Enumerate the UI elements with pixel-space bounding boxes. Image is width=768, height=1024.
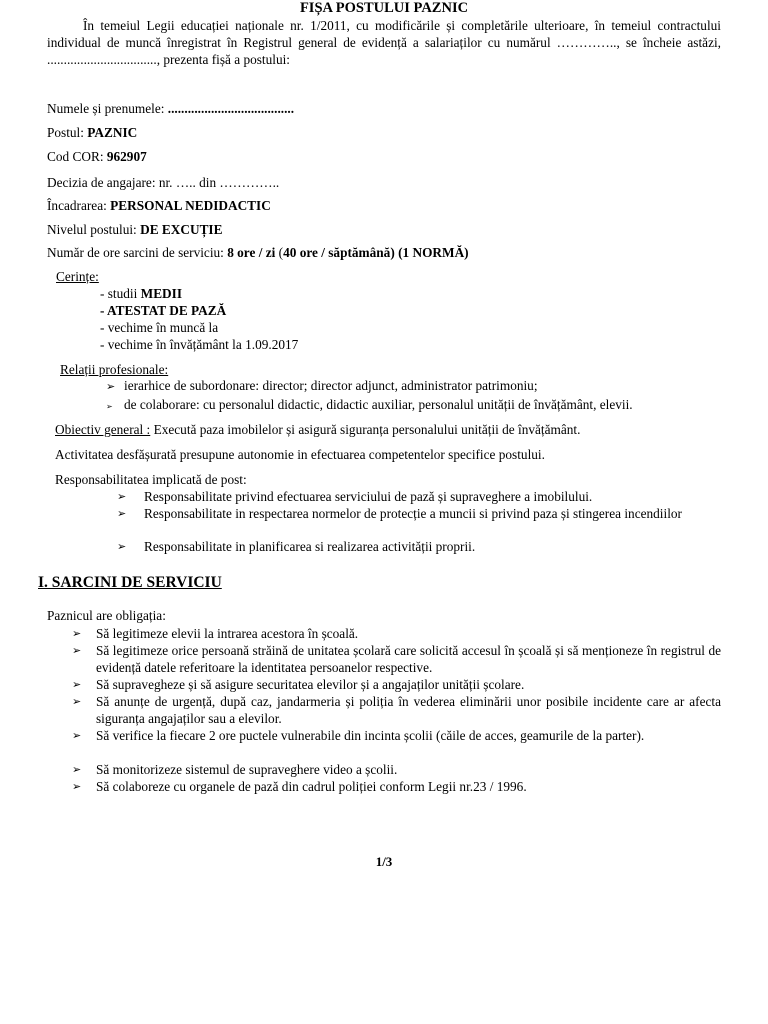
- field-value: DE EXCUȚIE: [140, 222, 223, 237]
- arrow-bullet-icon: ➢: [106, 380, 116, 393]
- responsabilitate-item: [117, 488, 721, 505]
- sarcini-item: [72, 642, 721, 676]
- field-value: 962907: [106, 149, 147, 164]
- cerinte-atestat: - ATESTAT DE PAZĂ: [100, 303, 227, 318]
- arrow-bullet-icon: ➢: [117, 490, 127, 503]
- sarcini-text: Să supravegheze și să asigure securitatea elevilor și a angajaților unității școlare.: [96, 677, 525, 692]
- relatii-heading: Relații profesionale:: [60, 362, 169, 377]
- sarcini-item: [72, 778, 721, 795]
- obiectiv-text: Execută paza imobilelor și asigură siguranța personalului unității de învățământ.: [153, 422, 581, 437]
- arrow-bullet-icon: ➢: [72, 644, 82, 657]
- responsabilitate-text: Responsabilitate in planificarea si realizarea activității proprii.: [144, 539, 476, 554]
- field-cod-cor: [47, 148, 147, 165]
- field-label: Nivelul postului:: [47, 222, 137, 237]
- field-ore: [47, 244, 469, 261]
- sarcini-text: Să monitorizeze sistemul de supraveghere video a școlii.: [96, 762, 398, 777]
- sarcini-text: Să anunțe de urgență, după caz, jandarmeria și poliția în vederea eliminării unor posibile incidente care ar afecta siguranța angajaților sau a elevilor.: [96, 694, 721, 726]
- arrow-bullet-icon: ➢: [72, 763, 82, 776]
- arrow-bullet-icon: ➢: [72, 695, 82, 708]
- cerinte-heading: Cerințe:: [56, 269, 99, 284]
- field-decizia: Decizia de angajare: nr. ….. din …………..: [47, 175, 280, 190]
- field-nume: [47, 100, 294, 117]
- sarcini-text: Să verifice la fiecare 2 ore puctele vulnerabile din incinta școlii (căile de acces, geamurile de la parter).: [96, 728, 645, 743]
- responsabilitate-item: [117, 505, 721, 522]
- field-value: 8 ore / zi: [227, 245, 276, 260]
- sarcini-item: [72, 625, 721, 642]
- arrow-bullet-icon: ➢: [72, 627, 82, 640]
- field-value-paren: (: [278, 245, 284, 260]
- responsabilitate-heading: Responsabilitatea implicată de post:: [55, 472, 247, 487]
- arrow-bullet-icon: ➢: [106, 402, 113, 411]
- sarcini-text: Să colaboreze cu organele de pază din cadrul poliției conform Legii nr.23 / 1996.: [96, 779, 527, 794]
- document-title: FIȘA POSTULUI PAZNIC: [299, 0, 469, 16]
- cerinte-value: MEDII: [140, 286, 183, 301]
- field-label: Numele și prenumele:: [47, 101, 165, 116]
- field-value: ......................................: [167, 101, 295, 116]
- cerinte-label: - studii: [100, 286, 138, 301]
- field-nivelul: [47, 221, 222, 238]
- sarcini-item: [72, 727, 721, 744]
- relatii-ierarhice: [106, 377, 538, 395]
- arrow-bullet-icon: ➢: [72, 780, 82, 793]
- field-value: PAZNIC: [87, 125, 138, 140]
- responsabilitate-item: [117, 538, 721, 555]
- cerinte-vechime-munca: - vechime în muncă la: [100, 320, 219, 335]
- cerinte-studii: [100, 285, 182, 302]
- arrow-bullet-icon: ➢: [117, 540, 127, 553]
- relatii-text: de colaborare: cu personalul didactic, didactic auxiliar, personalul unității de învățământ, elevii.: [124, 397, 633, 412]
- field-value: 40 ore / săptămână) (1 NORMĂ): [283, 245, 469, 260]
- page-number: 1/3: [375, 854, 393, 869]
- activitatea-text: Activitatea desfășurată presupune autonomie in efectuarea competentelor specifice postului.: [55, 447, 545, 462]
- responsabilitate-text: Responsabilitate privind efectuarea serviciului de pază și supraveghere a imobilului.: [144, 489, 593, 504]
- arrow-bullet-icon: ➢: [72, 729, 82, 742]
- section-heading-sarcini: I. SARCINI DE SERVICIU: [38, 574, 222, 591]
- arrow-bullet-icon: ➢: [117, 507, 127, 520]
- sarcini-text: Să legitimeze elevii la intrarea acestora în școală.: [96, 626, 359, 641]
- field-label: Încadrarea:: [47, 198, 107, 213]
- cerinte-vechime-invatamant: - vechime în învățământ la 1.09.2017: [100, 337, 299, 352]
- field-incadrarea: [47, 197, 271, 214]
- intro-paragraph: [47, 17, 721, 68]
- obiectiv-general: [55, 421, 580, 438]
- sarcini-item: [72, 693, 721, 727]
- field-label: Cod COR:: [47, 149, 104, 164]
- relatii-colaborare: [106, 396, 633, 415]
- sarcini-item: [72, 761, 721, 778]
- field-postul: [47, 124, 137, 141]
- relatii-text: ierarhice de subordonare: director; director adjunct, administrator patrimoniu;: [124, 378, 538, 393]
- sarcini-text: Să legitimeze orice persoană străină de unitatea școlară care solicită accesul în școală și să menționeze în registrul de evidență datele referitoare la identitatea persoanelor respective.: [96, 643, 721, 675]
- field-value: PERSONAL NEDIDACTIC: [110, 198, 271, 213]
- arrow-bullet-icon: ➢: [72, 678, 82, 691]
- intro-text: În temeiul Legii educației naționale nr. 1/2011, cu modificările și completările ulterioare, în temeiul contractului individual de muncă înregistrat în Registrul general de evidență a salariaților cu numărul ………….., se încheie astăzi, ................................., prezenta fișă a postului:: [47, 18, 721, 67]
- sarcini-intro: Paznicul are obligația:: [47, 608, 166, 623]
- field-label: Număr de ore sarcini de serviciu:: [47, 245, 224, 260]
- sarcini-item: [72, 676, 721, 693]
- responsabilitate-text: Responsabilitate in respectarea normelor de protecție a muncii si privind paza și stingerea incendiilor: [144, 506, 682, 521]
- obiectiv-label: Obiectiv general :: [55, 422, 151, 437]
- field-label: Postul:: [47, 125, 84, 140]
